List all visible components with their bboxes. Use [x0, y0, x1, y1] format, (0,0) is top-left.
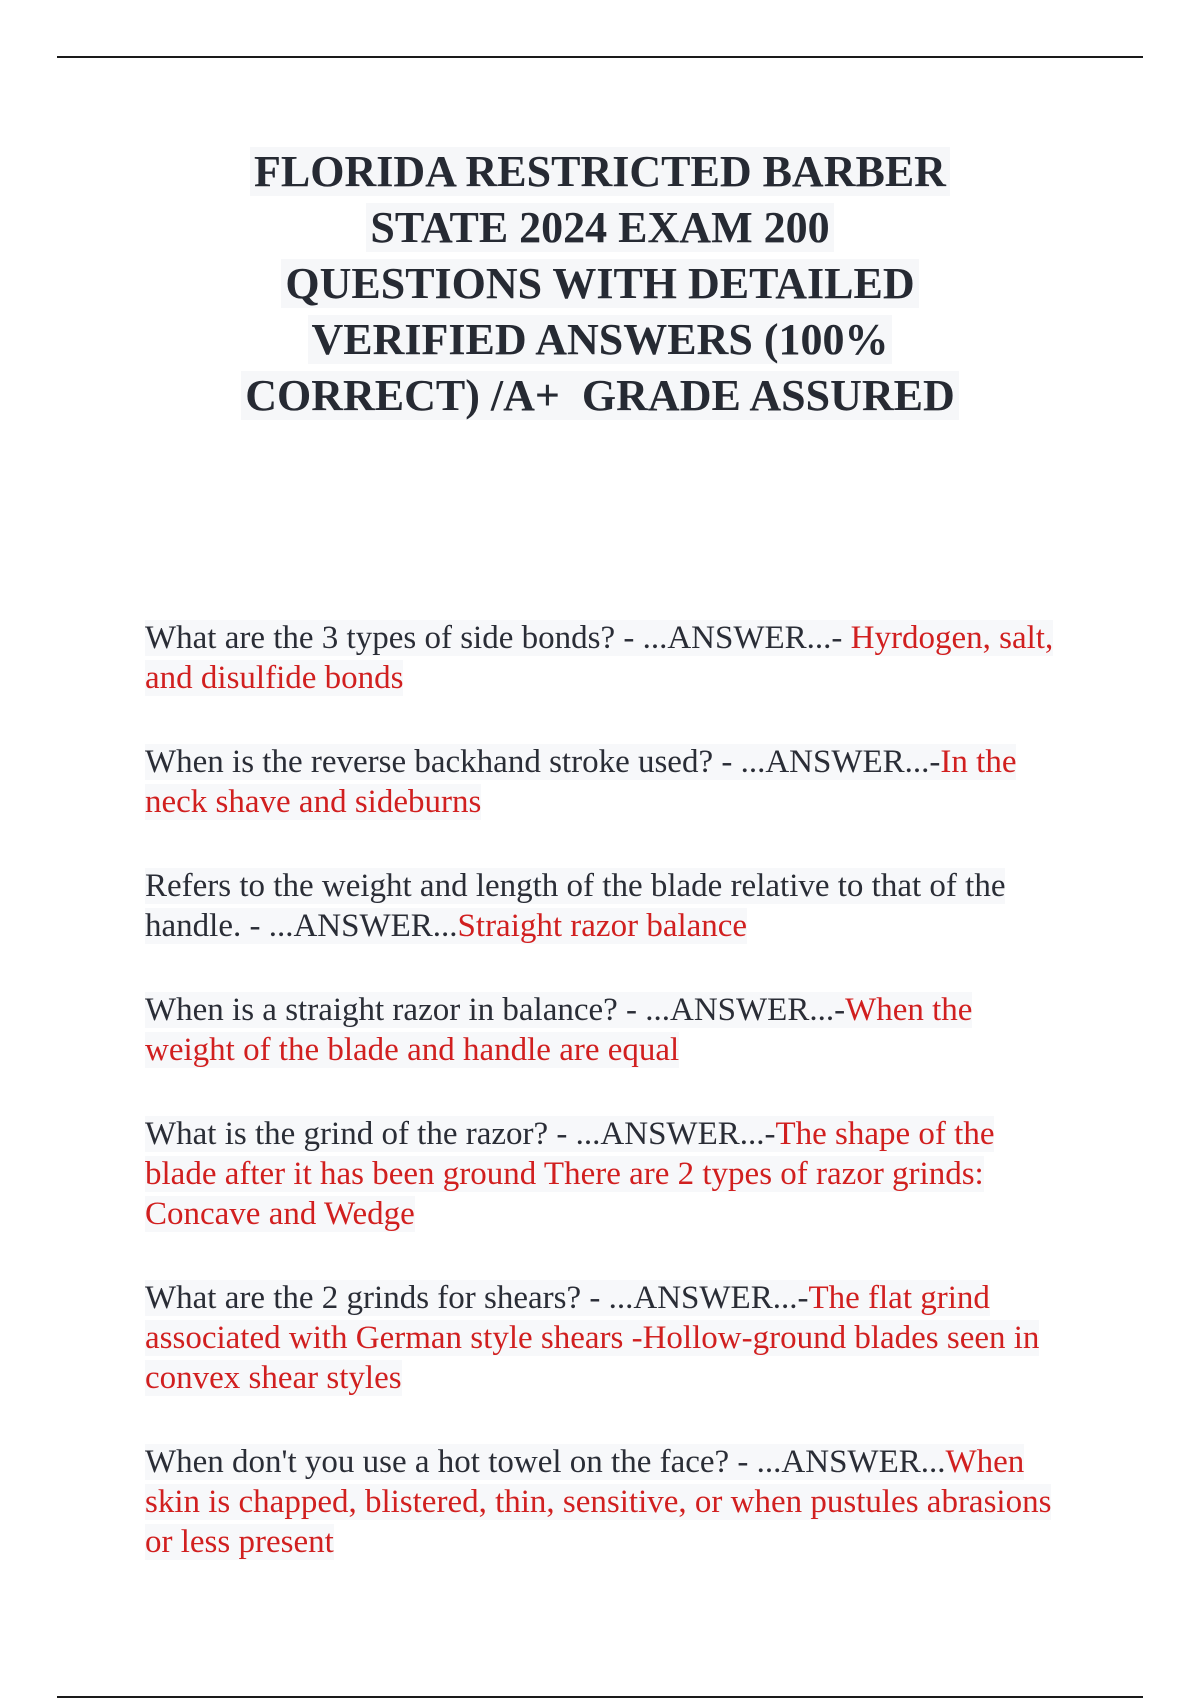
qa-list: [145, 618, 1065, 1606]
question-text: What is the grind of the razor? - ...ANSWER...-: [145, 1116, 776, 1152]
qa-item: [145, 866, 1065, 946]
title-line: VERIFIED ANSWERS (100%: [0, 312, 1200, 368]
qa-item: [145, 990, 1065, 1070]
qa-item: [145, 1442, 1065, 1562]
answer-text: Hyrdogen, salt, and disulfide bonds: [145, 620, 1054, 696]
question-text: When is a straight razor in balance? - ...ANSWER...-: [145, 992, 846, 1028]
document-title: [0, 144, 1200, 424]
question-text: When is the reverse backhand stroke used? - ...ANSWER...-: [145, 744, 941, 780]
question-text: When don't you use a hot towel on the face? - ...ANSWER...: [145, 1444, 946, 1480]
answer-text: In the neck shave and sideburns: [145, 744, 1017, 820]
title-line: FLORIDA RESTRICTED BARBER: [0, 144, 1200, 200]
qa-item: [145, 742, 1065, 822]
bottom-rule: [57, 1696, 1143, 1698]
answer-text: Straight razor balance: [457, 908, 748, 944]
question-text: Refers to the weight and length of the blade relative to that of the handle. - ...ANSWER...: [145, 868, 1006, 944]
top-rule: [57, 56, 1143, 58]
title-line: STATE 2024 EXAM 200: [0, 200, 1200, 256]
question-text: What are the 3 types of side bonds? - ...ANSWER...-: [145, 620, 843, 656]
qa-item: [145, 618, 1065, 698]
title-line: CORRECT) /A+ GRADE ASSURED: [0, 368, 1200, 424]
question-text: What are the 2 grinds for shears? - ...ANSWER...-: [145, 1280, 809, 1316]
title-line: QUESTIONS WITH DETAILED: [0, 256, 1200, 312]
qa-item: [145, 1114, 1065, 1234]
answer-text: When skin is chapped, blistered, thin, sensitive, or when pustules abrasions or less present: [145, 1444, 1052, 1560]
qa-item: [145, 1278, 1065, 1398]
answer-text: The flat grind associated with German style shears -Hollow-ground blades seen in convex shear styles: [145, 1280, 1040, 1396]
answer-text: The shape of the blade after it has been ground There are 2 types of razor grinds: Concave and Wedge: [145, 1116, 995, 1232]
answer-text: When the weight of the blade and handle are equal: [145, 992, 973, 1068]
